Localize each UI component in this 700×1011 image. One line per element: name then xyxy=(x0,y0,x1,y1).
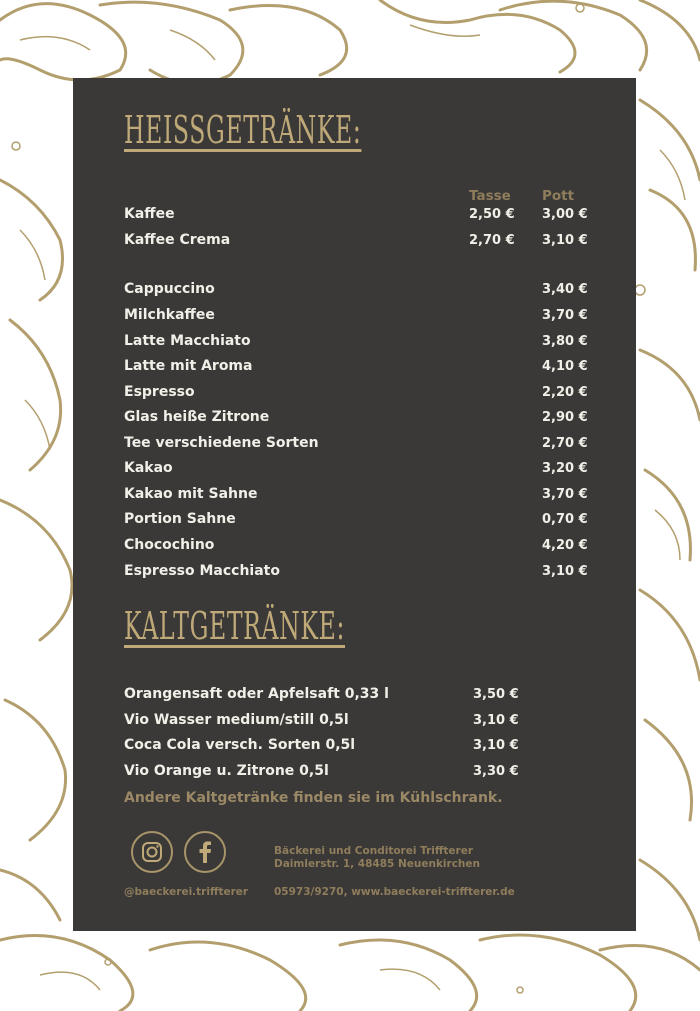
menu-item-row xyxy=(124,563,594,585)
cup-price: 2,50 € xyxy=(469,207,515,222)
menu-item-row xyxy=(124,206,594,228)
instagram-icon[interactable] xyxy=(131,831,173,873)
company-address: Daimlerstr. 1, 48485 Neuenkirchen xyxy=(274,858,481,870)
item-price: 3,50 € xyxy=(473,687,519,702)
menu-item-row xyxy=(124,384,594,406)
item-price: 3,30 € xyxy=(473,764,519,779)
menu-item-row xyxy=(124,281,594,303)
item-name: Portion Sahne xyxy=(124,511,236,527)
column-header-cup: Tasse xyxy=(469,188,511,204)
column-header-pot: Pott xyxy=(542,188,575,204)
item-name: Chocochino xyxy=(124,537,215,553)
item-name: Latte mit Aroma xyxy=(124,358,253,374)
pot-price: 3,10 € xyxy=(542,564,588,579)
facebook-icon[interactable] xyxy=(184,831,226,873)
pot-price: 3,10 € xyxy=(542,233,588,248)
pot-price: 3,20 € xyxy=(542,461,588,476)
menu-item-row xyxy=(124,763,594,785)
menu-item-row xyxy=(124,737,594,759)
pot-price: 3,80 € xyxy=(542,334,588,349)
item-name: Vio Wasser medium/still 0,5l xyxy=(124,712,349,728)
social-handle[interactable]: @baeckerei.triffterer xyxy=(124,886,249,898)
pot-price: 4,10 € xyxy=(542,359,588,374)
item-name: Tee verschiedene Sorten xyxy=(124,435,319,451)
menu-item-row xyxy=(124,712,594,734)
pot-price: 2,70 € xyxy=(542,436,588,451)
menu-item-row xyxy=(124,307,594,329)
cold-drinks-heading: KALTGETRÄNKE: xyxy=(124,604,346,648)
pot-price: 3,00 € xyxy=(542,207,588,222)
menu-item-row xyxy=(124,358,594,380)
item-name: Glas heiße Zitrone xyxy=(124,409,270,425)
menu-item-row xyxy=(124,333,594,355)
item-name: Espresso xyxy=(124,384,195,400)
pot-price: 2,90 € xyxy=(542,410,588,425)
item-name: Kakao xyxy=(124,460,173,476)
pot-price: 3,70 € xyxy=(542,308,588,323)
menu-item-row xyxy=(124,511,594,533)
menu-item-row xyxy=(124,686,594,708)
item-name: Cappuccino xyxy=(124,281,215,297)
item-name: Kakao mit Sahne xyxy=(124,486,258,502)
menu-item-row xyxy=(124,232,594,254)
item-name: Kaffee Crema xyxy=(124,232,231,248)
item-name: Kaffee xyxy=(124,206,175,222)
item-price: 3,10 € xyxy=(473,738,519,753)
hot-drinks-heading: HEISSGETRÄNKE: xyxy=(124,108,362,152)
menu-item-row xyxy=(124,537,594,559)
item-name: Vio Orange u. Zitrone 0,5l xyxy=(124,763,329,779)
menu-item-row xyxy=(124,435,594,457)
cup-price: 2,70 € xyxy=(469,233,515,248)
item-name: Espresso Macchiato xyxy=(124,563,280,579)
item-name: Orangensaft oder Apfelsaft 0,33 l xyxy=(124,686,389,702)
menu-item-row xyxy=(124,460,594,482)
pot-price: 3,40 € xyxy=(542,282,588,297)
pot-price: 3,70 € xyxy=(542,487,588,502)
company-contact[interactable]: 05973/9270, www.baeckerei-triffterer.de xyxy=(274,886,515,898)
item-name: Milchkaffee xyxy=(124,307,215,323)
item-name: Latte Macchiato xyxy=(124,333,251,349)
pot-price: 4,20 € xyxy=(542,538,588,553)
menu-item-row xyxy=(124,409,594,431)
item-price: 3,10 € xyxy=(473,713,519,728)
pot-price: 0,70 € xyxy=(542,512,588,527)
item-name: Coca Cola versch. Sorten 0,5l xyxy=(124,737,356,753)
fridge-note: Andere Kaltgetränke finden sie im Kühlschrank. xyxy=(124,790,503,806)
menu-item-row xyxy=(124,486,594,508)
company-name: Bäckerei und Conditorei Triffterer xyxy=(274,845,474,857)
menu-panel xyxy=(73,78,636,931)
pot-price: 2,20 € xyxy=(542,385,588,400)
